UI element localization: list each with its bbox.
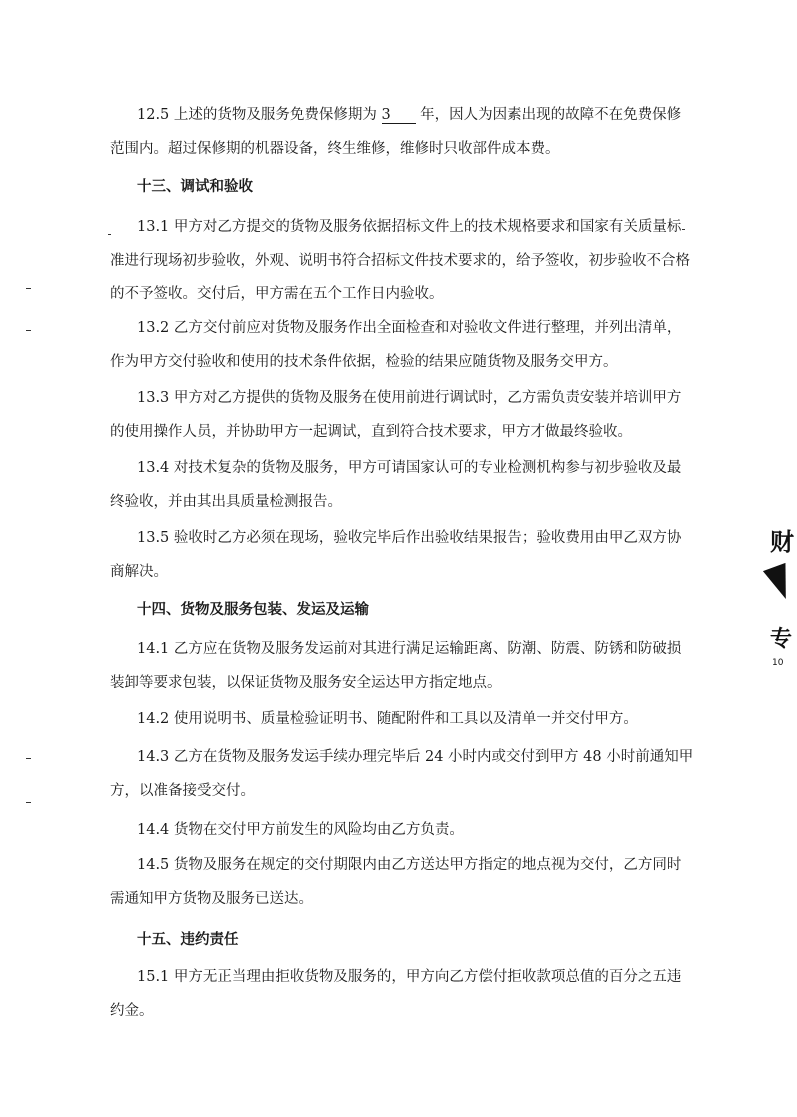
clause-line: 14.3 乙方在货物及服务发运手续办理完毕后 24 小时内或交付到甲方 48 小时前通知甲 <box>137 749 694 765</box>
warranty-years-value: 3 <box>382 108 416 124</box>
clause-line: 约金。 <box>110 1003 154 1019</box>
clause-line: 的使用操作人员，并协助甲方一起调试，直到符合技术要求，甲方才做最终验收。 <box>110 424 632 440</box>
seal-character: 专 <box>770 626 793 652</box>
clause-line: 14.5 货物及服务在规定的交付期限内由乙方送达甲方指定的地点视为交付，乙方同时 <box>137 857 682 873</box>
section-heading-13: 十三、调试和验收 <box>137 178 253 195</box>
scan-mark <box>26 288 31 289</box>
clause-line: 14.4 货物在交付甲方前发生的风险均由乙方负责。 <box>137 822 464 838</box>
clause-line: 15.1 甲方无正当理由拒收货物及服务的，甲方向乙方偿付拒收款项总值的百分之五违 <box>137 969 682 985</box>
clause-line: 方，以准备接受交付。 <box>110 783 255 799</box>
clause-line: 的不予签收。交付后，甲方需在五个工作日内验收。 <box>110 286 444 302</box>
clause-line: 14.2 使用说明书、质量检验证明书、随配附件和工具以及清单一并交付甲方。 <box>137 711 638 727</box>
scan-mark <box>26 758 31 759</box>
scan-mark <box>26 802 31 803</box>
scan-mark <box>26 330 31 331</box>
clause-line: 需通知甲方货物及服务已送达。 <box>110 891 313 907</box>
clause-line: 作为甲方交付验收和使用的技术条件依据，检验的结果应随货物及服务交甲方。 <box>110 354 618 370</box>
clause-line: 14.1 乙方应在货物及服务发运前对其进行满足运输距离、防潮、防震、防锈和防破损 <box>137 641 682 657</box>
clause-line: 13.2 乙方交付前应对货物及服务作出全面检查和对验收文件进行整理，并列出清单， <box>137 320 682 336</box>
seal-emblem-icon <box>763 563 797 603</box>
clause-line: 装卸等要求包装，以保证货物及服务安全运达甲方指定地点。 <box>110 675 502 691</box>
clause-line: 13.1 甲方对乙方提交的货物及服务依据招标文件上的技术规格要求和国家有关质量标 <box>137 219 682 235</box>
clause-line: 13.5 验收时乙方必须在现场，验收完毕后作出验收结果报告；验收费用由甲乙双方协 <box>137 530 682 546</box>
clause-line: 商解决。 <box>110 564 168 580</box>
section-heading-15: 十五、违约责任 <box>137 931 239 948</box>
seal-character: 财 <box>770 527 794 556</box>
scan-mark <box>682 229 685 230</box>
clause-line: 13.4 对技术复杂的货物及服务，甲方可请国家认可的专业检测机构参与初步验收及最 <box>137 460 682 476</box>
clause-line: 13.3 甲方对乙方提供的货物及服务在使用前进行调试时，乙方需负责安装并培训甲方 <box>137 390 682 406</box>
section-heading-14: 十四、货物及服务包装、发运及运输 <box>137 601 369 618</box>
scan-mark <box>108 234 111 235</box>
seal-page-number: 10 <box>772 658 784 668</box>
clause-line: 范围内。超过保修期的机器设备，终生维修，维修时只收部件成本费。 <box>110 141 560 157</box>
clause-line: 12.5 上述的货物及服务免费保修期为 3 年，因人为因素出现的故障不在免费保修 <box>137 107 682 123</box>
edge-seal-stamp <box>762 512 794 682</box>
clause-line: 准进行现场初步验收，外观、说明书符合招标文件技术要求的，给予签收，初步验收不合格 <box>110 253 690 269</box>
clause-line: 终验收，并由其出具质量检测报告。 <box>110 494 342 510</box>
